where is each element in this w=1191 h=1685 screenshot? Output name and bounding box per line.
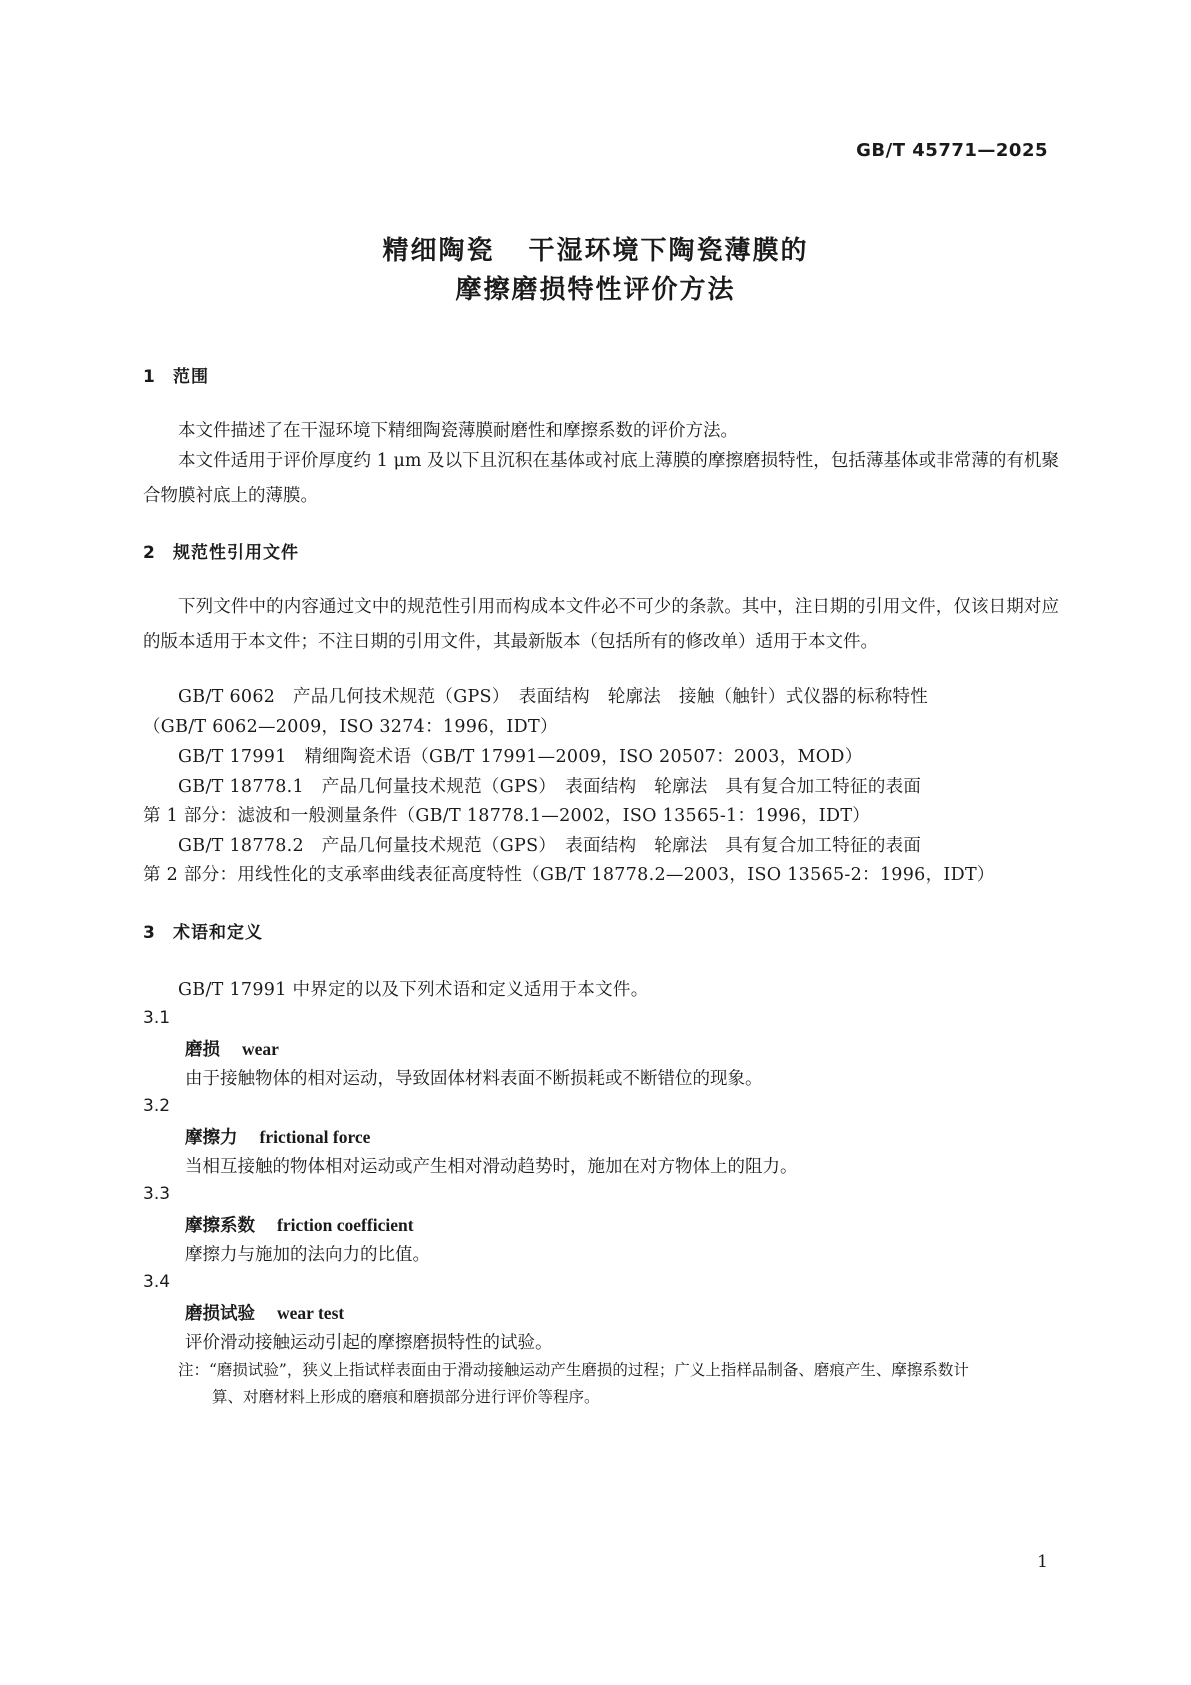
term-cn: 摩擦系数	[185, 1216, 255, 1236]
title-part1: 精细陶瓷	[382, 236, 495, 266]
term-cn: 磨损试验	[185, 1304, 255, 1324]
term-name	[185, 1212, 414, 1237]
section-heading-terms	[143, 918, 263, 943]
term-number: 3.1	[143, 1008, 171, 1028]
reference-2-line1: GB/T 17991 精细陶瓷术语（GB/T 17991—2009，ISO 20507：2003，MOD）	[178, 747, 863, 767]
term-definition: 由于接触物体的相对运动，导致固体材料表面不断损耗或不断错位的现象。	[185, 1069, 763, 1089]
scope-paragraph-2: 本文件适用于评价厚度约 1 μm 及以下且沉积在基体或衬底上薄膜的摩擦磨损特性，包括薄基体或非常薄的有机聚合物膜衬底上的薄膜。	[143, 451, 1059, 506]
term-number: 3.3	[143, 1184, 171, 1204]
term-name	[185, 1300, 344, 1325]
term-en: wear	[242, 1039, 279, 1059]
section-number: 2	[143, 543, 156, 563]
section-title: 范围	[173, 367, 209, 387]
reference-1-line2: （GB/T 6062—2009，ISO 3274：1996，IDT）	[143, 717, 558, 737]
document-title-line1	[0, 230, 1191, 267]
references-intro: 下列文件中的内容通过文中的规范性引用而构成本文件必不可少的条款。其中，注日期的引用文件，仅该日期对应的版本适用于本文件；不注日期的引用文件，其最新版本（包括所有的修改单）适用于本文件。	[143, 597, 1059, 652]
term-name	[185, 1124, 370, 1149]
standard-number: GB/T 45771—2025	[856, 140, 1048, 161]
scope-paragraph-1: 本文件描述了在干湿环境下精细陶瓷薄膜耐磨性和摩擦系数的评价方法。	[178, 421, 738, 441]
reference-3-line1: GB/T 18778.1 产品几何量技术规范（GPS） 表面结构 轮廓法 具有复合加工特征的表面	[178, 777, 922, 797]
note-line2: 算、对磨材料上形成的磨痕和磨损部分进行评价等程序。	[212, 1388, 600, 1406]
note-line1: 注：“磨损试验”，狭义上指试样表面由于滑动接触运动产生磨损的过程；广义上指样品制备、磨痕产生、摩擦系数计	[178, 1361, 969, 1379]
term-en: frictional force	[259, 1127, 371, 1147]
term-number: 3.4	[143, 1272, 171, 1292]
term-definition: 评价滑动接触运动引起的摩擦磨损特性的试验。	[185, 1333, 553, 1353]
reference-3-line2: 第 1 部分：滤波和一般测量条件（GB/T 18778.1—2002，ISO 13565-1：1996，IDT）	[143, 806, 871, 826]
section-heading-references	[143, 538, 299, 563]
section-heading-scope	[143, 362, 209, 387]
reference-4-line2: 第 2 部分：用线性化的支承率曲线表征高度特性（GB/T 18778.2—2003，ISO 13565-2：1996，IDT）	[143, 865, 995, 885]
term-cn: 磨损	[185, 1040, 220, 1060]
section-title: 规范性引用文件	[173, 543, 299, 563]
reference-4-line1: GB/T 18778.2 产品几何量技术规范（GPS） 表面结构 轮廓法 具有复合加工特征的表面	[178, 836, 922, 856]
section-number: 1	[143, 367, 156, 387]
title-part2: 干湿环境下陶瓷薄膜的	[528, 236, 809, 266]
term-number: 3.2	[143, 1096, 171, 1116]
page-number: 1	[1037, 1552, 1048, 1572]
term-definition: 当相互接触的物体相对运动或产生相对滑动趋势时，施加在对方物体上的阻力。	[185, 1157, 798, 1177]
term-definition: 摩擦力与施加的法向力的比值。	[185, 1245, 430, 1265]
terms-intro: GB/T 17991 中界定的以及下列术语和定义适用于本文件。	[178, 980, 649, 1000]
term-cn: 摩擦力	[185, 1128, 238, 1148]
term-en: friction coefficient	[277, 1215, 414, 1235]
term-en: wear test	[277, 1303, 345, 1323]
reference-1-line1: GB/T 6062 产品几何技术规范（GPS） 表面结构 轮廓法 接触（触针）式仪器的标称特性	[178, 687, 929, 707]
section-title: 术语和定义	[173, 923, 263, 943]
document-title-line2: 摩擦磨损特性评价方法	[455, 275, 736, 305]
term-name	[185, 1036, 279, 1061]
section-number: 3	[143, 923, 156, 943]
